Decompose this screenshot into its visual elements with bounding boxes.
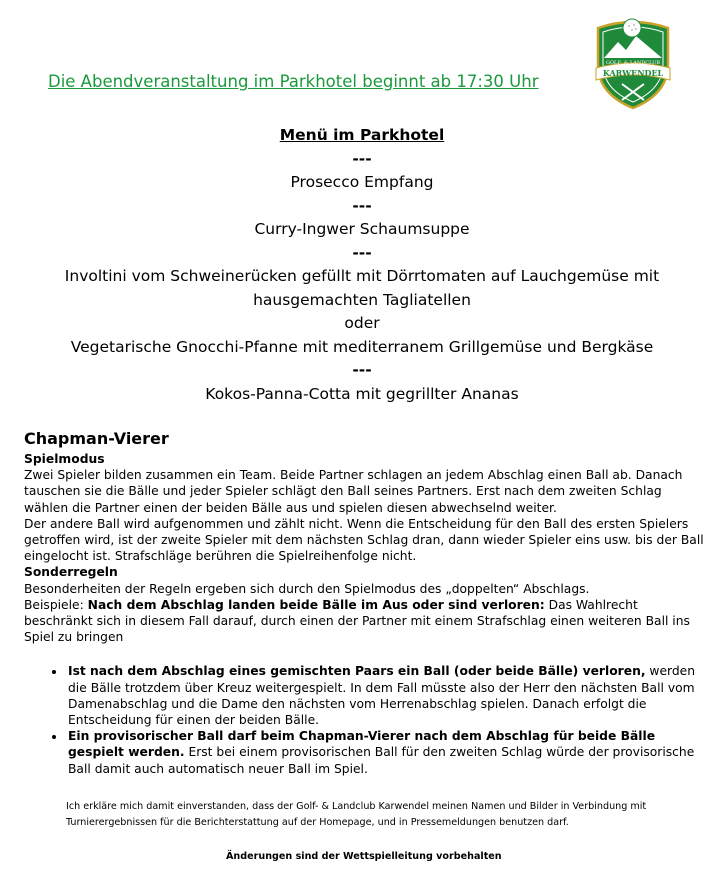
menu-oder: oder	[344, 314, 380, 332]
menu-item-main-line2: hausgemachten Tagliatellen	[253, 290, 471, 309]
event-headline: Die Abendveranstaltung im Parkhotel beginnt ab 17:30 Uhr	[48, 72, 539, 91]
list-item	[66, 728, 704, 777]
menu-item-veg: Vegetarische Gnocchi-Pfanne mit mediterranem Grillgemüse und Bergkäse	[70, 337, 654, 356]
spielmodus-paragraph-2: Der andere Ball wird aufgenommen und zählt nicht. Wenn die Entscheidung für den Ball des ersten Spielers getroffen wird, ist der zweite Spieler mit dem nächsten Schlag dran, dann wieder Spieler eins usw. bis der Ball eingelocht ist. Strafschläge berühren die Spielreihenfolge nicht.	[24, 516, 704, 564]
bullet-text: Erst bei einem provisorischen Ball für den zweiten Schlag würde der provisorische Ball damit auch automatisch neuer Ball im Spiel.	[68, 745, 695, 776]
chapman-section	[24, 428, 704, 865]
footer-note: Änderungen sind der Wettspielleitung vorbehalten	[226, 850, 502, 862]
sonderregeln-paragraph: Besonderheiten der Regeln ergeben sich durch den Spielmodus des „doppelten“ Abschlags.	[24, 581, 590, 596]
logo-line1: GOLF- & LANDCLUB	[605, 60, 661, 66]
rules-list	[24, 663, 704, 776]
golf-club-shield-logo	[592, 14, 674, 110]
chapman-title: Chapman-Vierer	[24, 429, 169, 448]
spielmodus-paragraph-1: Zwei Spieler bilden zusammen ein Team. Beide Partner schlagen an jedem Abschlag einen Ball ab. Danach tauschen sie die Bälle und jeder Spieler schlägt den Ball seines Partners. Erst nach dem zweiten Schlag wählen die Partner einen der beiden Bälle aus und spielen diesen abwechselnd weiter.	[24, 468, 683, 515]
beispiele-paragraph	[24, 597, 704, 646]
menu-separator: ---	[352, 196, 372, 215]
bullet-bold: Ist nach dem Abschlag eines gemischten Paars ein Ball (oder beide Bälle) verloren,	[68, 664, 646, 679]
consent-text: Ich erkläre mich damit einverstanden, dass der Golf- & Landclub Karwendel meinen Namen und Bilder in Verbindung mit Turnierergebnissen für die Berichterstattung auf der Homepage, und in Pressemeldungen benutzen darf.	[66, 800, 647, 828]
menu-separator: ---	[352, 149, 372, 168]
list-item	[66, 663, 704, 728]
beispiele-label: Beispiele:	[24, 597, 88, 612]
menu-item-dessert: Kokos-Panna-Cotta mit gegrillter Ananas	[205, 384, 519, 403]
logo-line2: KARWENDEL	[602, 68, 664, 78]
beispiele-bold: Nach dem Abschlag landen beide Bälle im Aus oder sind verloren:	[87, 597, 545, 612]
menu-item-main-line1: Involtini vom Schweinerücken gefüllt mit Dörrtomaten auf Lauchgemüse mit	[64, 267, 660, 285]
menu-section	[0, 124, 708, 406]
menu-item-prosecco: Prosecco Empfang	[290, 173, 434, 191]
shield-icon	[592, 14, 674, 110]
spielmodus-heading: Spielmodus	[24, 452, 105, 466]
sonderregeln-heading: Sonderregeln	[24, 565, 118, 580]
bullet-text: werden die Bälle trotzdem über Kreuz weitergespielt. In dem Fall müsste also der Herr den nächsten Ball vom Damenabschlag und die Dame den nächsten vom Herrenabschlag spielen. Danach erfolgt die Entscheidung für einen der beiden Bälle.	[68, 664, 696, 728]
bullet-bold: Ein provisorischer Ball darf beim Chapman-Vierer nach dem Abschlag für beide Bälle gespielt werden.	[68, 729, 656, 760]
menu-item-soup: Curry-Ingwer Schaumsuppe	[254, 220, 470, 238]
beispiele-text: Das Wahlrecht beschränkt sich in diesem Fall darauf, durch einen der Partner mit einem Strafschlag einen weiteren Ball ins Spiel zu bringen	[24, 597, 690, 645]
menu-separator: ---	[352, 361, 372, 379]
menu-separator: ---	[352, 243, 372, 262]
menu-title: Menü im Parkhotel	[279, 126, 445, 144]
